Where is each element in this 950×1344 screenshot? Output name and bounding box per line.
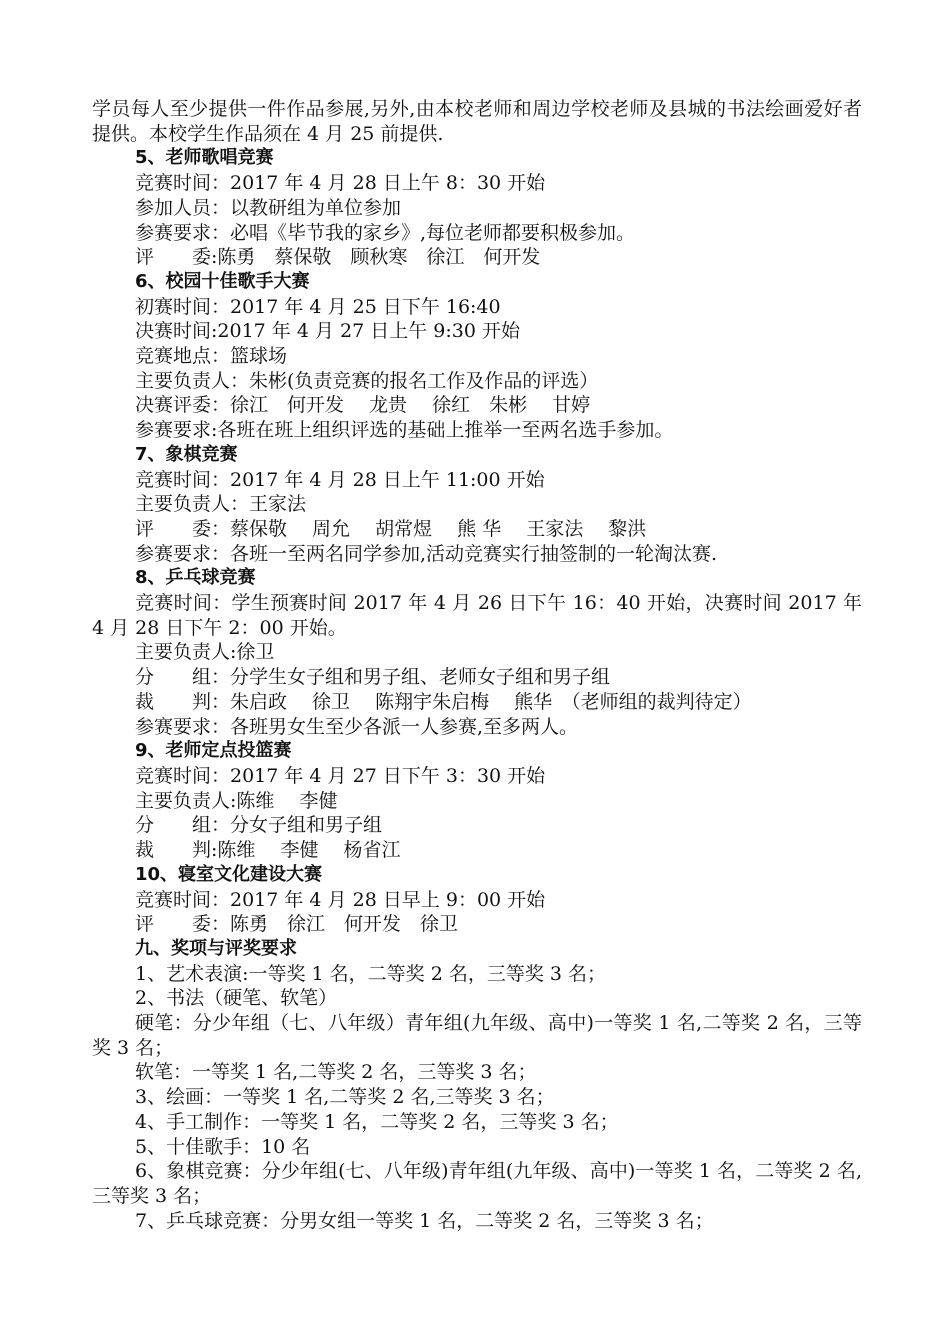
awards-line: 软笔：一等奖 1 名,二等奖 2 名，三等奖 3 名； (135, 1061, 537, 1084)
section-9-line: 竞赛时间：2017 年 4 月 27 日下午 3：30 开始 (135, 764, 546, 787)
section-8-line: 裁 判：朱启政 徐卫 陈翔宇朱启梅 熊华 （老师组的裁判待定） (135, 690, 752, 713)
section-5-line: 参加人员：以教研组为单位参加 (135, 196, 402, 219)
awards-heading: 九、奖项与评奖要求 (135, 937, 297, 959)
section-7-heading: 7、象棋竞赛 (135, 443, 238, 465)
awards-line: 6、象棋竞赛：分少年组(七、八年级)青年组(九年级、高中)一等奖 1 名，二等奖 2 名,三等奖 3 名； (92, 1160, 862, 1207)
document-page (92, 97, 862, 1233)
section-9-line: 裁 判:陈维 李健 杨省江 (135, 839, 401, 862)
awards-line: 3、绘画：一等奖 1 名,二等奖 2 名,三等奖 3 名； (135, 1086, 555, 1109)
section-10-line: 竞赛时间：2017 年 4 月 28 日早上 9：00 开始 (135, 888, 546, 911)
section-6-heading: 6、校园十佳歌手大赛 (135, 270, 310, 292)
section-7-line: 竞赛时间：2017 年 4 月 28 日上午 11:00 开始 (135, 468, 545, 491)
section-9-line: 分 组：分女子组和男子组 (135, 814, 383, 837)
section-8-line: 主要负责人:徐卫 (135, 641, 275, 664)
section-8-line: 参赛要求：各班男女生至少各派一人参赛,至多两人。 (135, 715, 579, 738)
section-5-line: 评 委:陈勇 蔡保敬 顾秋寒 徐江 何开发 (135, 246, 541, 269)
section-7-line: 参赛要求：各班一至两名同学参加,活动竞赛实行抽签制的一轮淘汰赛. (135, 542, 718, 565)
section-5-line: 参赛要求：必唱《毕节我的家乡》,每位老师都要积极参加。 (135, 221, 636, 244)
section-6-line: 决赛评委：徐江 何开发 龙贵 徐红 朱彬 甘婷 (135, 394, 591, 417)
awards-line: 5、十佳歌手：10 名 (135, 1135, 311, 1158)
intro-paragraph: 学员每人至少提供一件作品参展,另外,由本校老师和周边学校老师及县城的书法绘画爱好者提供。本校学生作品须在 4 月 25 前提供. (92, 98, 862, 145)
section-8-line: 分 组：分学生女子组和男子组、老师女子组和男子组 (135, 666, 611, 689)
section-5-heading: 5、老师歌唱竞赛 (135, 147, 274, 169)
section-8-time: 竞赛时间：学生预赛时间 2017 年 4 月 26 日下午 16：40 开始，决赛时间 2017 年 4 月 28 日下午 2：00 开始。 (92, 592, 862, 639)
section-8-heading: 8、乒乓球竞赛 (135, 567, 256, 589)
section-5-line: 竞赛时间：2017 年 4 月 28 日上午 8：30 开始 (135, 172, 546, 195)
section-6-line: 参赛要求:各班在班上组织评选的基础上推举一至两名选手参加。 (135, 419, 674, 442)
section-10-heading: 10、寝室文化建设大赛 (135, 863, 323, 885)
awards-line: 4、手工制作：一等奖 1 名，二等奖 2 名，三等奖 3 名； (135, 1110, 619, 1133)
awards-line: 硬笔：分少年组（七、八年级）青年组(九年级、高中)一等奖 1 名,二等奖 2 名，三等奖 3 名； (92, 1012, 862, 1059)
section-6-line: 竞赛地点：篮球场 (135, 345, 288, 368)
section-9-line: 主要负责人:陈维 李健 (135, 789, 338, 812)
awards-line: 2、书法（硬笔、软笔） (135, 987, 338, 1010)
section-9-heading: 9、老师定点投篮赛 (135, 740, 292, 762)
section-6-line: 初赛时间：2017 年 4 月 25 日下午 16:40 (135, 295, 501, 318)
section-6-line: 决赛时间:2017 年 4 月 27 日上午 9:30 开始 (135, 320, 520, 343)
section-7-line: 主要负责人：王家法 (135, 493, 307, 516)
section-10-line: 评 委：陈勇 徐江 何开发 徐卫 (135, 913, 459, 936)
section-6-line: 主要负责人：朱彬(负责竞赛的报名工作及作品的评选） (135, 369, 599, 392)
awards-line: 1、艺术表演:一等奖 1 名，二等奖 2 名，三等奖 3 名； (135, 962, 606, 985)
section-7-line: 评 委：蔡保敬 周允 胡常煜 熊 华 王家法 黎洪 (135, 517, 647, 540)
awards-line: 7、乒乓球竞赛：分男女组一等奖 1 名，二等奖 2 名，三等奖 3 名； (135, 1209, 714, 1232)
